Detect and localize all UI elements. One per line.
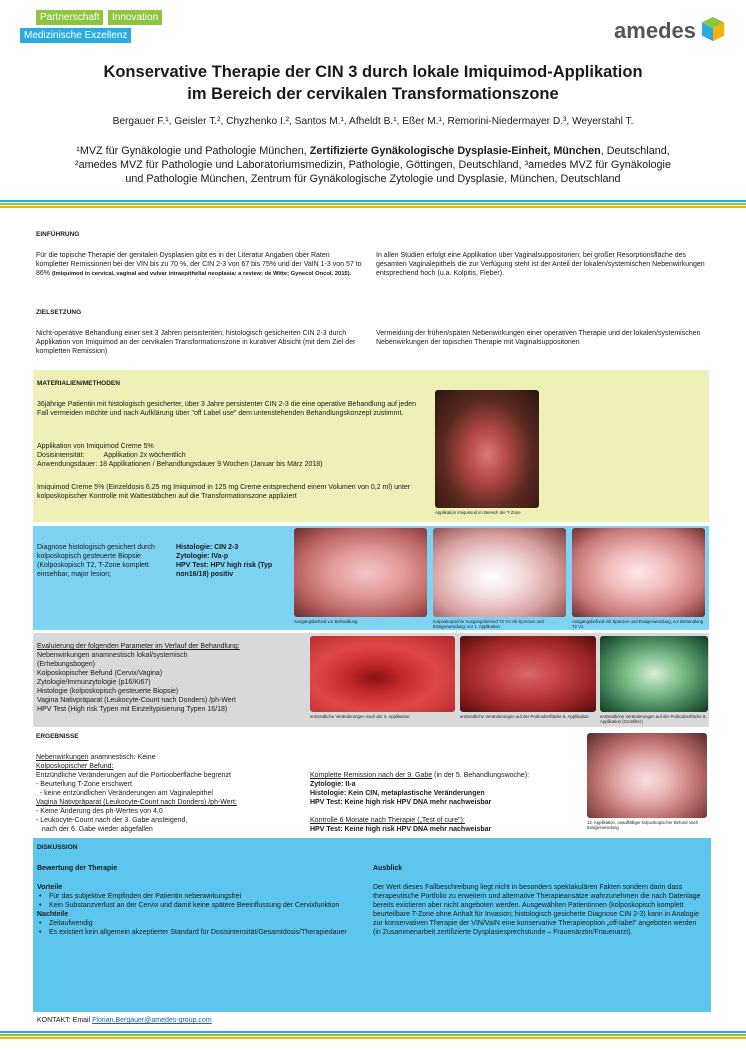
kontakt-email-link[interactable]: Florian.Bergauer@amedes-group.com [92,1017,212,1024]
photo-ausgangsbefund [294,528,427,617]
caption-8-applikation: entzündliche Veränderungen auf der Portiooberfläche 8. Applikation [460,714,589,719]
methoden-p3: Imiquimod Creme 5% (Einzeldosis 6,25 mg Imiquimod in 125 mg Creme entsprechend einem Volumen von 0,2 ml) unter kolposkopischer Kontrolle mit Wattestäbchen auf die Transformationszone appliziert [37,484,411,500]
authors: Bergauer F.¹, Geisler T.², Chyzhenko I.², Santos M.¹, Afheldt B.¹, Eßer M.¹, Remorini-Niedermayer D.³, Weyerstahl T. [112,116,634,127]
tag-innovation: Innovation [108,10,162,25]
photo-kolposkopie-t2v1 [433,528,566,617]
methoden-p2: Applikation von Imiquimod Creme 5% Dosisintensität: Applikation 2x wöchentlich Anwendungsdauer: 18 Applikationen / Behandlungsdauer 9 Wochen (Januar bis März 2018) [37,443,323,468]
zielsetzung-left: Nicht-operative Behandlung einer seit 3 Jahren persistenten, histologisch gesicherten CIN 2-3 durch Applikation von Imiquimod an der cervikalen Transformationszone in kurativer Absicht (mit dem Ziel der kompletten Remission) [36,330,356,355]
photo-12-applikation [587,733,707,818]
diagnose-left: Diagnose histologisch gesichert durch kolposkopisch gesteuerte Biopsie (Kolposkopisch T2, T-Zone komplett einsehbar, major lesion; [37,544,155,578]
heading-einfuehrung: EINFÜHRUNG [36,231,80,238]
poster-title-line2: im Bereich der cervikalen Transformationszone [187,85,559,103]
heading-ausblick: Ausblick [373,865,403,872]
caption-kolposkopie-t2v1: Kolposkopischer Ausgangsbefund T2 V1 mit Spreizen und Essigerwendung, vor 1. Applikation [433,619,544,629]
heading-diskussion: DISKUSSION [37,844,78,851]
affiliations-line1: ¹MVZ für Gynäkologie und Pathologie München, Zertifizierte Gynäkologische Dysplasie-Einheit, München, Deutschland, [76,145,670,157]
photo-spreizen-essig [572,528,705,617]
photo-3-applikation [310,636,455,712]
caption-3-applikation: entzündliche Veränderungen nach der 3. Applikation [310,714,410,719]
heading-zielsetzung: ZIELSETZUNG [36,309,82,316]
evaluierung-list: Evaluierung der folgenden Parameter im Verlauf der Behandlung: Nebenwirkungen anamnestisch lokal/systemisch (Erhebungsbogen) Kolposkopischer Befund (Cervix/Vagina) Zytologie/Immunzytologie (p16/Ki67) Histologie (kolposkopisch gesteuerte Biopsie) Vagina Nativpräparat (Leukocyte-Count nach Donders) /ph-Wert HPV Test (High risk Typen mit Einzeltypisierung Typen 16/18) [37,643,240,713]
caption-12-applikation: 12. Applikation, unauffälliger kolposkopischer Befund nach Essigerwendung [587,820,698,830]
photo-8-applikation-gruenfilter [600,636,708,712]
photo-8-applikation [460,636,596,712]
divider-stripes-top [0,200,746,210]
caption-8-applikation-gruenfilter: entzündliche Veränderungen auf der Portiooberfläche 8. Applikation (Grünfilter) [600,714,707,724]
methoden-p1: 36jährige Patientin mit histologisch gesicherter, über 3 Jahre persistenter CIN 2-3 die eine operative Behandlung auf jeden Fall vermeiden möchte und nach Aufklärung über "off Label use" dem untenstehenden Behandlungskonzept zustimmt. [37,401,417,417]
amedes-cube-icon [700,16,726,42]
heading-bewertung: Bewertung der Therapie [37,865,118,872]
poster-title-line1: Konservative Therapie der CIN 3 durch lokale Imiquimod-Applikation [103,63,643,81]
divider-stripes-bottom [0,1031,746,1041]
tag-partnerschaft: Partnerschaft [36,10,103,25]
einfuehrung-left: Für die topische Therapie der genitalen Dysplasien gibt es in der Literatur Angaben über Raten kompletter Remissionen bei der VIN bis zu 70 %, der CIN 2-3 von 67 bis 75% und der VaIN 1-3 von 57 to 86% (Imiquimod in cervical, vaginal and vulvar intraepithelial neoplasia: a review; de Witte; Gynecol Oncol. 2015). [36,252,362,277]
ausblick-text: Der Wert dieses Fallbeschreibung liegt nicht in besonders spektakulären Fakten sondern darin dass therapeutische Portfolio zu erweitern und alternative Therapieansätze wahrzunehmen die nach Datenlage bereits existieren aber nicht angeboten werden. Ausgewählten Patientinnen (kolposkopisch komplett beurteilbare T-Zone ohne Anhalt für Invasion; histologisch gesicherte Diagnose CIN 2-3) kann in Analogie zur konservativen Therapie der VIN/VaIN eine konservative Therapieoption „off-label" angeboten werden (in Zusammenarbeit zertifizierte Dysplasiesprechstunde – Frauenärztin/Frauenarzt). [373,884,701,936]
zielsetzung-right: Vermeidung der frühen/späten Nebenwirkungen einer operativen Therapie und der lokalen/systemischen Nebenwirkungen der topischen Therapie mit Vaginalsuppositorien [376,330,701,346]
kontakt: KONTAKT: Email Florian.Bergauer@amedes-group.com [37,1017,212,1024]
caption-ausgangsbefund: Ausgangsbefund vor Behandlung [294,619,358,624]
affiliations-line2: ²amedes MVZ für Pathologie und Laboratoriumsmedizin, Pathologie, Göttingen, Deutschland, ³amedes MVZ für Gynäkologie [75,159,671,171]
heading-ergebnisse: ERGEBNISSE [36,733,79,740]
ergebnisse-left: Nebenwirkungen anamnestisch: Keine Kolposkopischer Befund: Entzündliche Veränderungen auf die Portiooberfläche begrenzt - Beurteilung T-Zone erschwert - keine entzündlichen Veränderungen am Vaginalepithel Vagina Nativpräparat (Leukocyte-Count nach Donders) /ph-Wert: - Keine Änderung des ph-Wertes von 4,0 - Leukocyte-Count nach der 3. Gabe ansteigend, nach der 6. Gabe wieder abgefallen [36,754,237,833]
caption-imiquimod-application: Applikation Imiquimod im Bereich der T-Zone [435,510,521,515]
bewertung-list: Vorteile • Für das subjektive Empfinden der Patientin nebenwirkungsfrei • Kein Substanzverlust an der Cervix und damit keine spätere Beeinflussung der Cervixfunktion Nachteile • Zeitaufwendig • Es existiert kein allgemein akzeptierter Standard für Dosisintensität/Gesamtdosis/Therapiedauer [37,883,357,937]
diagnose-findings: Histologie: CIN 2-3 Zytologie: IVa-p HPV Test: HPV high risk (Typ non16/18) positiv [176,544,273,578]
amedes-logo: amedes [614,18,696,43]
photo-imiquimod-application [435,390,539,508]
caption-spreizen-essig: Ausgangsbefund mit Spreizen und Essigerwendung, vor Behandlung T2 V1 [572,619,704,629]
tag-exzellenz: Medizinische Exzellenz [20,28,131,43]
ergebnisse-right: Komplette Remission nach der 9. Gabe (in der 5. Behandlungswoche): Zytologie: II-a Histologie: Kein CIN, metaplastische Veränderungen HPV Test: Keine high risk HPV DNA mehr nachweisbar Kontrolle 6 Monate nach Therapie („Test of cure"): HPV Test: Keine high risk HPV DNA mehr nachweisbar [310,772,530,833]
affiliations-line3: und Pathologie München, Zentrum für Gynäkologische Zytologie und Dysplasie, München, Deutschland [125,173,621,185]
heading-methoden: MATERIALIEN/METHODEN [37,380,120,387]
einfuehrung-right: In allen Studien erfolgt eine Applikation über Vaginalsuppositorien; bei großer Resorptionsfläche des gesamten Vaginalepithels die zur Verfügung steht ist der Anteil der lokalen/systemischen Nebenwirkungen entsprechend hoch (u.a. Kolpitis, Fieber). [376,252,705,277]
